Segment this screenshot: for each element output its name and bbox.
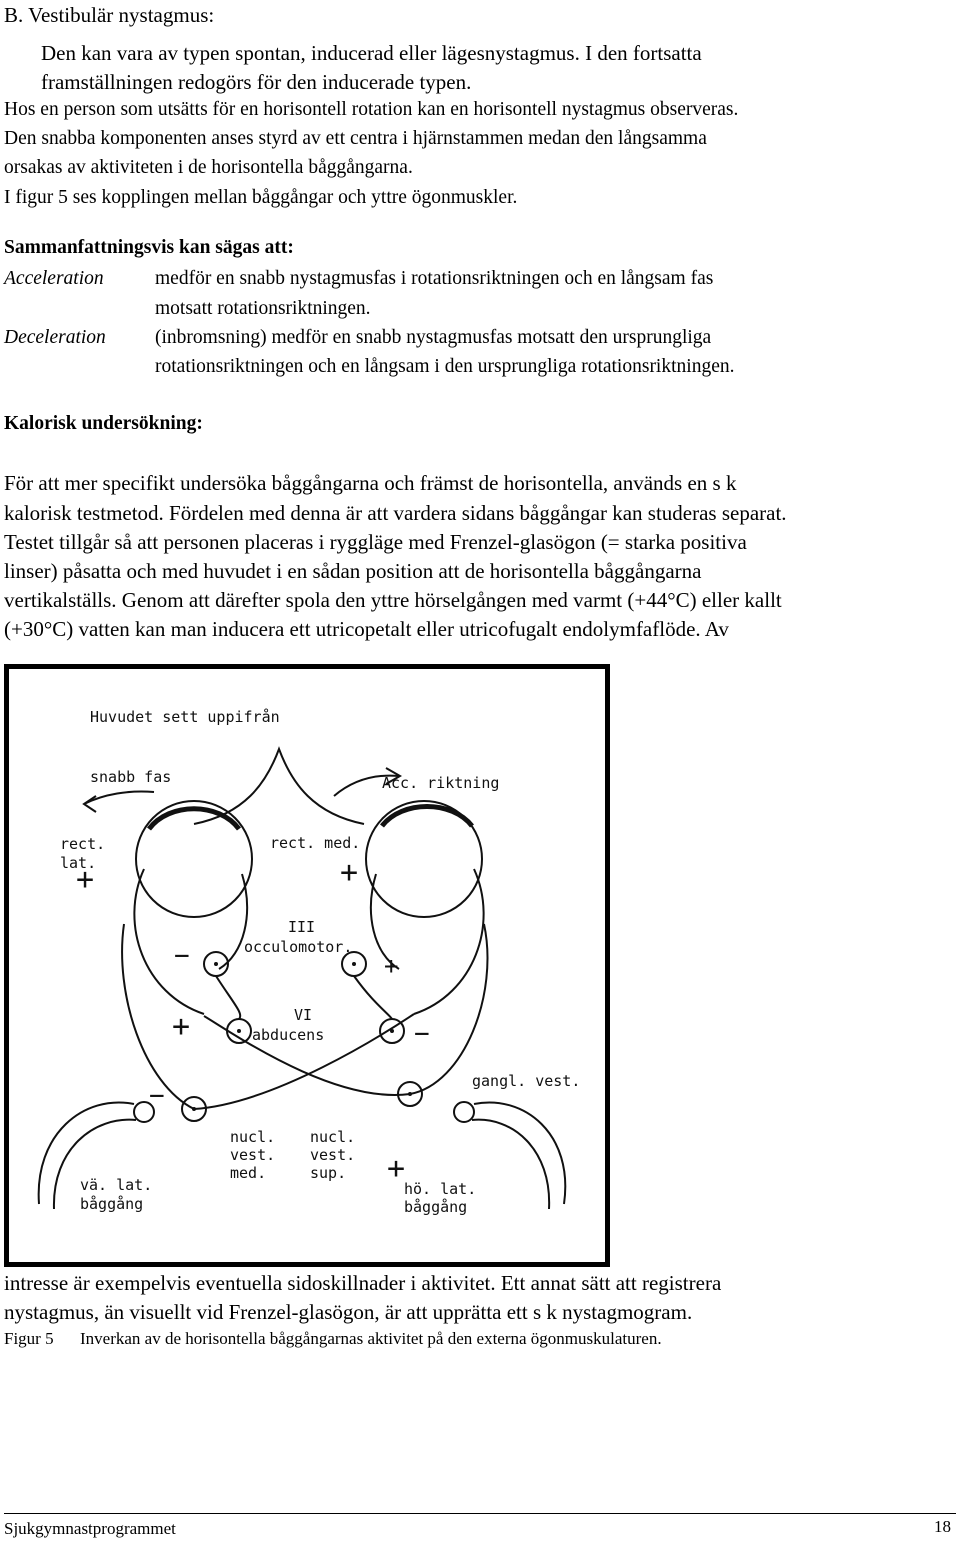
label-va-lat-1: vä. lat. <box>80 1176 153 1194</box>
figure-frame <box>7 667 608 1265</box>
caloric-line: linser) påsatta och med huvudet i en sådan position att de horisontella båggångarna <box>4 559 702 583</box>
intro-line: Den kan vara av typen spontan, inducerad eller lägesnystagmus. I den fortsatta <box>41 41 702 65</box>
deceleration-term: Deceleration <box>4 327 106 348</box>
label-occulomotor: occulomotor. <box>244 938 353 956</box>
label-ho-lat-2: båggång <box>404 1198 468 1216</box>
footer-program: Sjukgymnastprogrammet <box>4 1519 176 1538</box>
caloric-line: intresse är exempelvis eventuella sidoskillnader i aktivitet. Ett annat sätt att registrera <box>4 1271 722 1295</box>
footer-rule <box>4 1513 956 1514</box>
page-number: 18 <box>934 1517 951 1536</box>
caloric-line: vertikalställs. Genom att därefter spola den yttre hörselgången med varmt (+44°C) eller kallt <box>4 588 782 612</box>
figure-caption-label: Figur 5 <box>4 1329 54 1348</box>
section-heading: B. Vestibulär nystagmus: <box>4 3 215 27</box>
label-rect-lat-1: rect. <box>60 835 106 853</box>
label-iii: III <box>288 918 316 936</box>
minus-sign: − <box>414 1019 430 1049</box>
label-acc-direction: Acc. riktning <box>382 774 500 792</box>
plus-sign: + <box>172 1009 191 1044</box>
body-line: orsakas av aktiviteten i de horisontella båggångarna. <box>4 157 413 178</box>
plus-sign: + <box>384 952 399 980</box>
label-nucl-med-3: med. <box>230 1164 267 1182</box>
label-nucl-sup-2: vest. <box>310 1146 356 1164</box>
figure-5-diagram <box>4 664 610 1267</box>
caloric-heading: Kalorisk undersökning: <box>4 413 203 434</box>
caloric-line: Testet tillgår så att personen placeras i ryggläge med Frenzel-glasögon (= starka positiva <box>4 530 747 554</box>
label-gangl-vest: gangl. vest. <box>472 1072 581 1090</box>
body-line: Hos en person som utsätts för en horisontell rotation kan en horisontell nystagmus observeras. <box>4 99 739 120</box>
acceleration-term: Acceleration <box>4 268 104 289</box>
label-rect-med: rect. med. <box>270 834 361 852</box>
label-nucl-med-1: nucl. <box>230 1128 276 1146</box>
label-nucl-med-2: vest. <box>230 1146 276 1164</box>
plus-sign: + <box>76 862 95 897</box>
caloric-line: (+30°C) vatten kan man inducera ett utricopetalt eller utricofugalt endolymfaflöde. Av <box>4 617 729 641</box>
caloric-line: kalorisk testmetod. Fördelen med denna är att vardera sidans båggångar kan studeras separat. <box>4 501 787 525</box>
body-line: Den snabba komponenten anses styrd av ett centra i hjärnstammen medan den långsamma <box>4 128 707 149</box>
label-top: Huvudet sett uppifrån <box>90 708 280 726</box>
label-ho-lat-1: hö. lat. <box>404 1180 477 1198</box>
intro-line: framställningen redogörs för den inducerade typen. <box>41 70 472 94</box>
deceleration-text: rotationsriktningen och en långsam i den ursprungliga rotationsriktningen. <box>155 356 735 377</box>
label-va-lat-2: båggång <box>80 1195 144 1213</box>
body-line: I figur 5 ses kopplingen mellan båggångar och yttre ögonmuskler. <box>4 187 518 208</box>
caloric-line: nystagmus, än visuellt vid Frenzel-glasögon, är att upprätta ett s k nystagmogram. <box>4 1300 693 1324</box>
deceleration-text: (inbromsning) medför en snabb nystagmusfas motsatt den ursprungliga <box>155 327 712 348</box>
acceleration-text: medför en snabb nystagmusfas i rotationsriktningen och en långsam fas <box>155 268 714 289</box>
summary-heading: Sammanfattningsvis kan sägas att: <box>4 237 294 258</box>
plus-sign: + <box>340 855 359 890</box>
label-nucl-sup-1: nucl. <box>310 1128 356 1146</box>
plus-sign: + <box>387 1151 406 1186</box>
label-rect-lat-2: lat. <box>60 854 97 872</box>
caloric-line: För att mer specifikt undersöka båggångarna och främst de horisontella, används en s k <box>4 471 737 495</box>
label-fast-phase: snabb fas <box>90 768 172 786</box>
diagram-svg <box>4 664 610 1267</box>
minus-sign: − <box>174 941 190 971</box>
figure-caption-text: Inverkan av de horisontella båggångarnas aktivitet på den externa ögonmuskulaturen. <box>80 1329 662 1348</box>
label-abducens: abducens <box>252 1026 325 1044</box>
label-vi: VI <box>294 1006 313 1024</box>
acceleration-text: motsatt rotationsriktningen. <box>155 298 371 319</box>
label-nucl-sup-3: sup. <box>310 1164 347 1182</box>
minus-sign: − <box>149 1081 165 1111</box>
